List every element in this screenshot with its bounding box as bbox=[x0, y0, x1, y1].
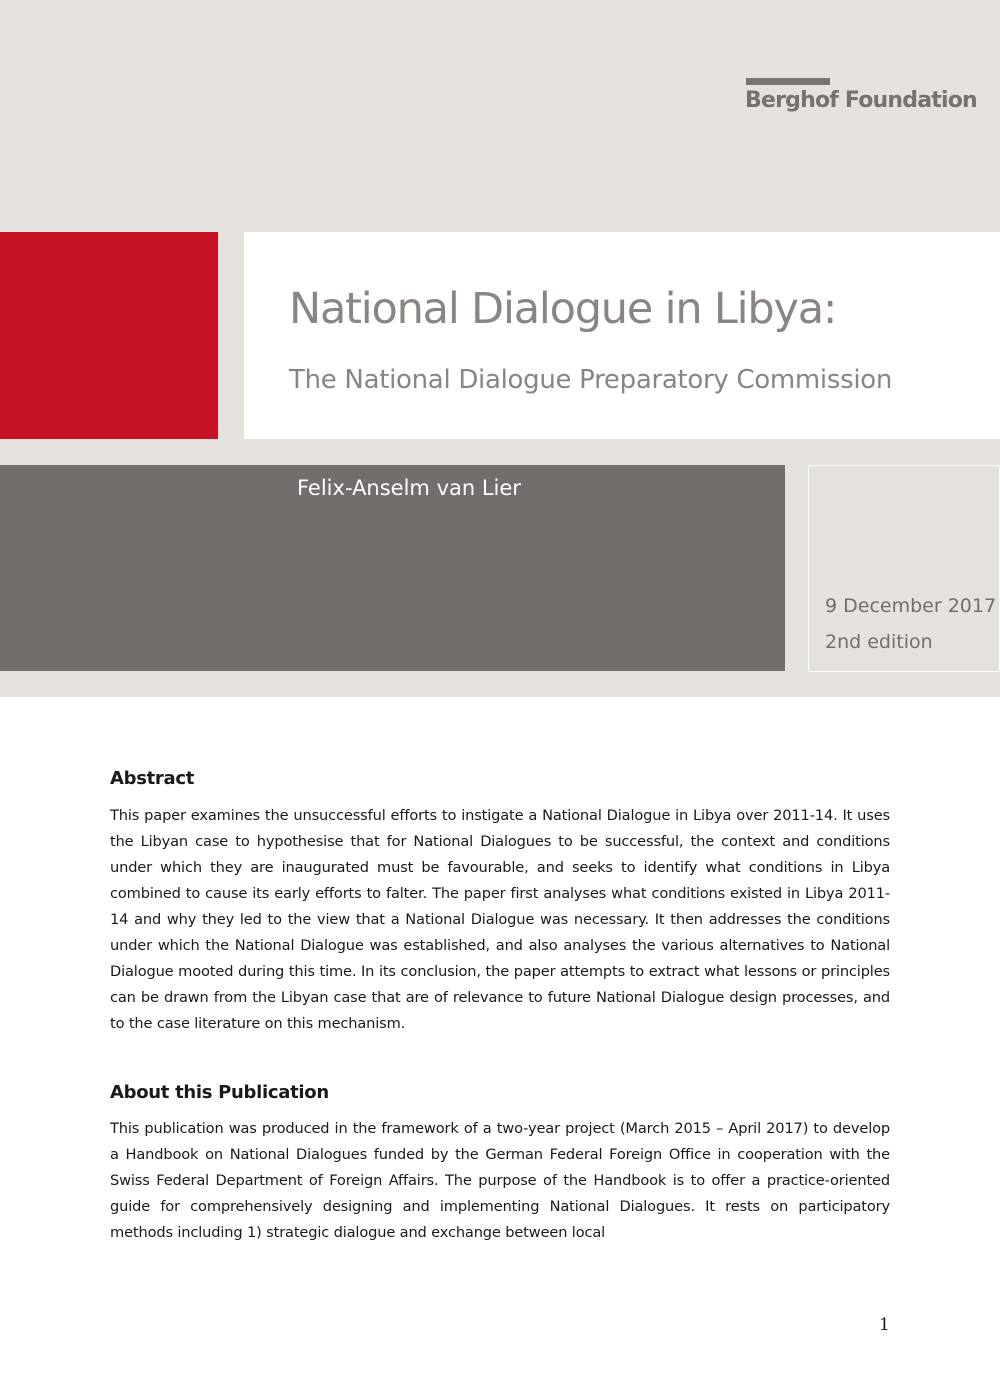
berghof-foundation-logo: Berghof Foundation bbox=[745, 88, 977, 113]
abstract-text: This paper examines the unsuccessful efforts to instigate a National Dialogue in Libya over 2011-14. It uses the Libyan case to hypothesise that for National Dialogues to be successful, the context and conditions under which they are inaugurated must be favourable, and seeks to identify what conditions in Libya combined to cause its early efforts to falter. The paper first analyses what conditions existed in Libya 2011-14 and why they led to the view that a National Dialogue was necessary. It then addresses the conditions under which the National Dialogue was established, and also analyses the various alternatives to National Dialogue mooted during this time. In its conclusion, the paper attempts to extract what lessons or principles can be drawn from the Libyan case that are of relevance to future National Dialogue design processes, and to the case literature on this mechanism. bbox=[110, 807, 890, 1032]
page-title: National Dialogue in Libya: bbox=[289, 284, 837, 334]
page-number: 1 bbox=[879, 1315, 890, 1335]
edition-label: 2nd edition bbox=[825, 631, 933, 653]
title-box bbox=[244, 232, 1000, 439]
about-heading: About this Publication bbox=[110, 1082, 329, 1103]
author-band bbox=[0, 465, 785, 671]
red-accent-block bbox=[0, 232, 218, 439]
cover-header bbox=[0, 0, 1000, 697]
abstract-heading: Abstract bbox=[110, 768, 195, 789]
about-text: This publication was produced in the framework of a two-year project (March 2015 – April 2017) to develop a Handbook on National Dialogues funded by the German Federal Foreign Office in cooperation with the Swiss Federal Department of Foreign Affairs. The purpose of the Handbook is to offer a practice-oriented guide for comprehensively designing and implementing National Dialogues. It rests on participatory methods including 1) strategic dialogue and exchange between local bbox=[110, 1120, 890, 1241]
publication-date: 9 December 2017 bbox=[825, 595, 997, 617]
author-name: Felix-Anselm van Lier bbox=[297, 476, 521, 500]
page-subtitle: The National Dialogue Preparatory Commission bbox=[289, 365, 893, 395]
logo-bar bbox=[746, 78, 830, 85]
date-box bbox=[808, 465, 1000, 672]
